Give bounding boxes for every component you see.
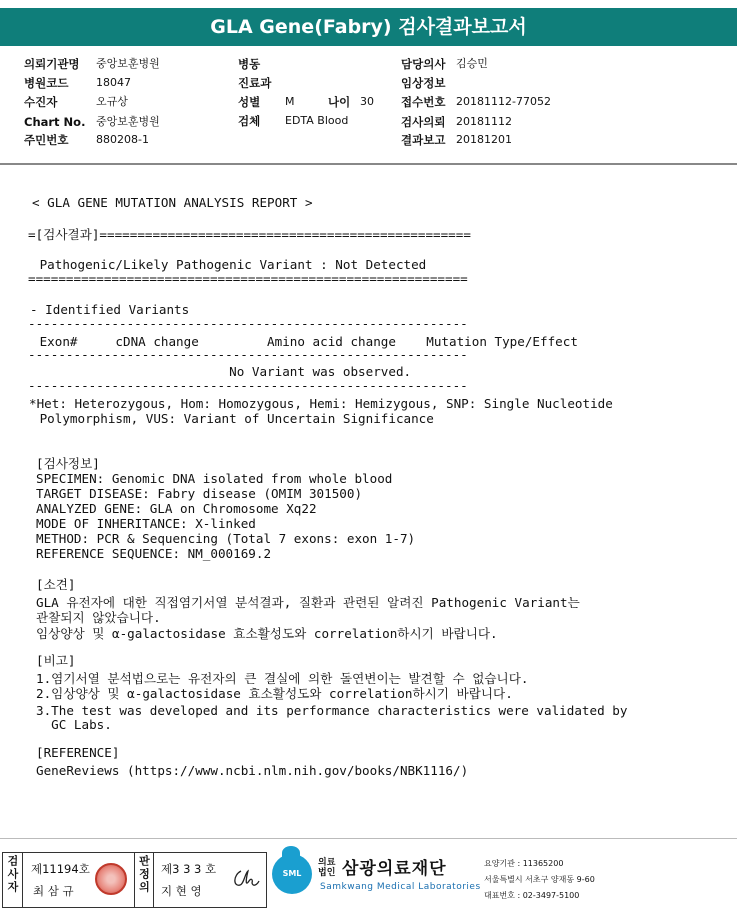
signature-icon <box>231 865 261 893</box>
resident-value: 880208-1 <box>96 133 149 146</box>
remarks-line-1: 1.염기서열 분석법으로는 유전자의 큰 결실에 의한 돌연변이는 발견할 수 없습니다. <box>36 671 529 686</box>
target-disease-line: TARGET DISEASE: Fabry disease (OMIM 301500) <box>36 486 363 501</box>
result-section-header: =[검사결과]================================================= <box>28 227 471 242</box>
reference-sequence-line: REFERENCE SEQUENCE: NM_000169.2 <box>36 546 272 561</box>
org-code: 요양기관 : 11365200 <box>484 859 564 868</box>
result-summary: Pathogenic/Likely Pathogenic Variant : Not Detected <box>32 257 427 272</box>
hospital-code-value: 18047 <box>96 76 131 89</box>
age-label: 나이 <box>328 95 351 109</box>
abbreviation-note-cont: Polymorphism, VUS: Variant of Uncertain Significance <box>32 411 434 426</box>
report-title: GLA Gene(Fabry) 검사결과보고서 <box>0 8 737 46</box>
analyzed-gene-line: ANALYZED GENE: GLA on Chromosome Xq22 <box>36 501 317 516</box>
findings-heading: [소견] <box>36 577 76 592</box>
specimen-value: EDTA Blood <box>285 114 349 127</box>
separator-line: ---------------------------------------------------------- <box>28 347 468 362</box>
inheritance-line: MODE OF INHERITANCE: X-linked <box>36 516 256 531</box>
reviewer-name: 지 현 영 <box>161 884 202 898</box>
clinical-label: 임상정보 <box>401 76 446 90</box>
identified-variants-heading: - Identified Variants <box>30 302 190 317</box>
sex-value: M <box>285 95 295 108</box>
variant-table-header: Exon# cDNA change Amino acid change Mutation Type/Effect <box>32 334 578 349</box>
reference-link[interactable]: GeneReviews (https://www.ncbi.nlm.nih.gov/books/NBK1116/) <box>36 763 469 778</box>
patient-info-panel <box>0 50 737 165</box>
reference-heading: [REFERENCE] <box>36 745 120 760</box>
sex-label: 성별 <box>238 95 261 109</box>
inspector-name: 최 삼 규 <box>33 884 74 898</box>
variant-table-empty-row: No Variant was observed. <box>32 364 412 379</box>
org-address: 서울특별시 서초구 양재동 9-60 <box>484 875 595 884</box>
seal-stamp-icon <box>95 863 127 895</box>
receipt-label: 접수번호 <box>401 95 446 109</box>
separator-line: ---------------------------------------------------------- <box>28 316 468 331</box>
inspector-id: 제11194호 <box>31 862 90 876</box>
org-prefix: 의료법인 <box>318 858 336 878</box>
signature-box <box>2 852 267 908</box>
institution-value: 중앙보훈병원 <box>96 57 160 70</box>
org-name-en: Samkwang Medical Laboratories <box>320 882 481 892</box>
report-heading: < GLA GENE MUTATION ANALYSIS REPORT > <box>32 195 313 210</box>
method-line: METHOD: PCR & Sequencing (Total 7 exons: exon 1-7) <box>36 531 416 546</box>
chart-value: 중앙보훈병원 <box>96 115 160 128</box>
remarks-line-3: 3.The test was developed and its performance characteristics were validated by <box>36 703 628 718</box>
findings-line-2: 관찰되지 않았습니다. <box>36 610 161 625</box>
dept-label: 진료과 <box>238 76 272 90</box>
abbreviation-note: *Het: Heterozygous, Hom: Homozygous, Hemi: Hemizygous, SNP: Single Nucleotide <box>29 396 613 411</box>
reviewer-label <box>134 853 154 907</box>
specimen-label: 검체 <box>238 114 261 128</box>
organization-block <box>272 852 732 910</box>
patient-label: 수진자 <box>24 95 58 109</box>
institution-label: 의뢰기관명 <box>24 57 80 71</box>
reviewer-id: 제3 3 3 호 <box>161 862 217 876</box>
footer-divider <box>0 838 737 839</box>
inspector-label-text: 검사자 <box>6 855 19 894</box>
age-value: 30 <box>360 95 374 108</box>
report-date-value: 20181201 <box>456 133 512 146</box>
patient-value: 오규상 <box>96 95 128 108</box>
request-label: 검사의뢰 <box>401 115 446 129</box>
org-name: 삼광의료재단 <box>342 859 447 879</box>
org-phone: 대표번호 : 02-3497-5100 <box>484 891 580 900</box>
chart-label: Chart No. <box>24 115 86 129</box>
separator-line: ========================================================== <box>28 271 468 286</box>
request-value: 20181112 <box>456 115 512 128</box>
separator-line: ---------------------------------------------------------- <box>28 378 468 393</box>
reviewer-label-text: 판정의 <box>137 855 151 894</box>
findings-line-3: 임상양상 및 α-galactosidase 효소활성도와 correlation하시기 바랍니다. <box>36 626 498 641</box>
specimen-line: SPECIMEN: Genomic DNA isolated from whole blood <box>36 471 393 486</box>
doctor-label: 담당의사 <box>401 57 446 71</box>
findings-line-1: GLA 유전자에 대한 직접염기서열 분석결과, 질환과 관련된 알려진 Pathogenic Variant는 <box>36 595 580 610</box>
hospital-code-label: 병원코드 <box>24 76 69 90</box>
report-date-label: 결과보고 <box>401 133 446 147</box>
inspector-label <box>3 853 23 907</box>
sml-logo-icon: SML <box>272 854 312 894</box>
remarks-heading: [비고] <box>36 653 76 668</box>
ward-label: 병동 <box>238 57 261 71</box>
remarks-line-2: 2.임상양상 및 α-galactosidase 효소활성도와 correlation하시기 바랍니다. <box>36 686 513 701</box>
resident-label: 주민번호 <box>24 133 69 147</box>
receipt-value: 20181112-77052 <box>456 95 551 108</box>
doctor-value: 김승민 <box>456 57 488 70</box>
test-info-heading: [검사정보] <box>36 456 100 471</box>
remarks-line-3-cont: GC Labs. <box>36 717 112 732</box>
